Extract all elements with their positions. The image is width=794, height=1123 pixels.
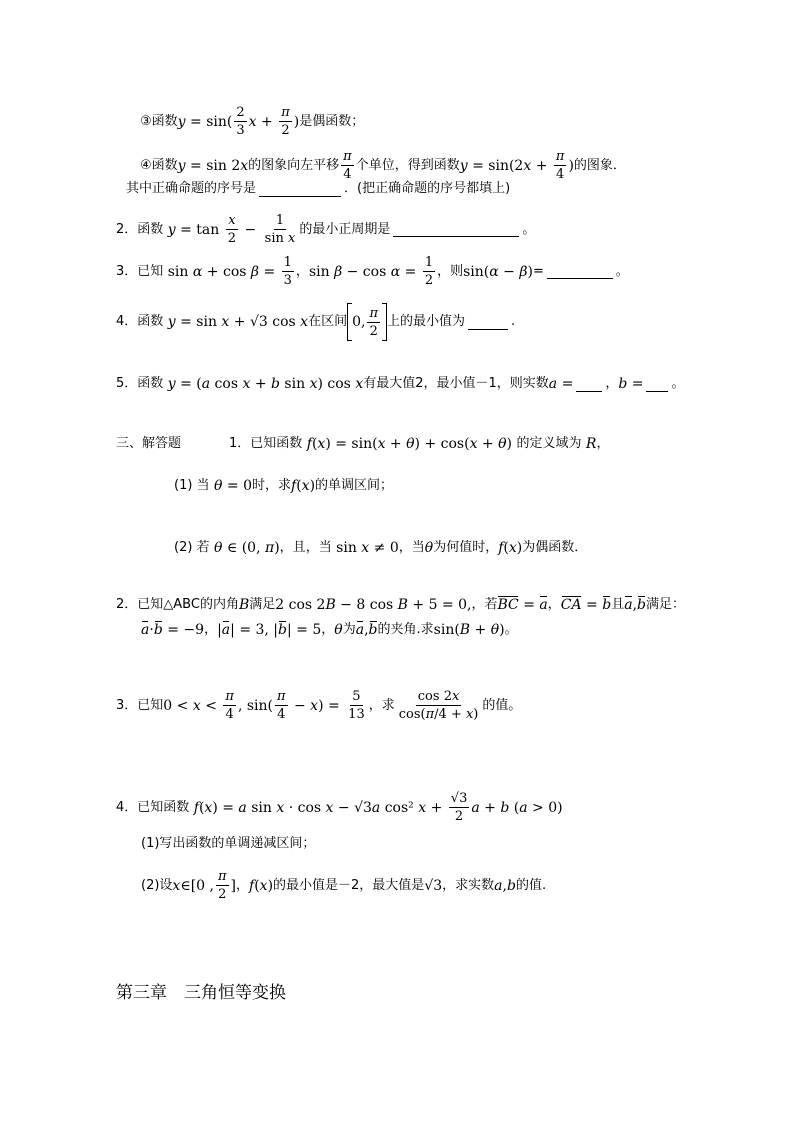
item-3: ③函数 y = sin( $\frac{2}{3}$ x + $\frac{\pi}{2}$ ) 是偶函数； [140,105,365,138]
q4-sub2: (2)设 x ∈[0 , $\frac{\pi}{2}$ ] ， f ( x ) 的最小值是－2，最大值是 √3 ，求实数 a , b 的值. [141,869,547,902]
answer-blank[interactable] [259,182,341,197]
q2-line2: a · b = −9 ， | a | = 3, | b | = 5 ， θ 为 a , b 的夹角.求 sin( B + θ ) 。 [141,622,518,638]
answer-blank-b[interactable] [646,377,668,392]
item-3-prefix: ③函数 [140,113,178,129]
item-4: ④函数 y = sin 2 x 的图象向左平移 $\frac{\pi}{4}$ 个单位，得到函数 y = sin(2 x + $\frac{\pi}{4}$ ) 的图象． [140,149,626,182]
instruction: 其中正确命题的序号是 ．(把正确命题的序号都填上) [126,181,511,196]
answer-blank[interactable] [468,315,508,330]
q2-line1: 2． 已知△ABC的内角 B 满足 2 cos 2 B − 8 cos B + 5 = 0 , ，若 BC = a ， CA = b 且 a , b 满足： [116,597,686,613]
section-3-header: 三、解答题 1． 已知函数 f ( x ) = sin( x + θ ) + cos( x + θ ) 的定义域为 R ， [116,436,610,452]
chapter-title: 第三章 三角恒等变换 [116,983,286,1003]
q3: 3． 已知 0 < x < $\frac{\pi}{4}$ , sin( $\frac{\pi}{4}$ − x ) = $\frac{5}{13}$ ，求 $\frac{\cos 2x}{\cos(\pi/4 + x)}$ 的值。 [116,689,522,722]
fill-question-4: 4． 函数 y = sin x + √3 cos x 在区间 0, $\frac{\pi}{2}$ 上的最小值为 . [116,303,515,341]
fill-question-2: 2． 函数 y = tan $\frac{x}{2}$ − $\frac{1}{\text{sin x}}$ 的最小正周期是 。 [116,213,536,246]
fill-question-5: 5． 函数 y = ( a cos x + b sin x ) cos x 有最大值2，最小值－1，则实数 a = ， b = 。 [116,376,685,392]
q4-sub1: (1)写出函数的单调递减区间； [141,836,316,851]
item-3-text: 是偶函数； [299,113,365,129]
answer-blank[interactable] [547,264,613,279]
q1-sub2: (2) 若 θ ∈ (0, π ) ，且 ，当 sin x ≠ 0 ，当 θ 为何值时， f ( x ) 为偶函数． [174,540,588,556]
answer-blank-a[interactable] [576,377,602,392]
q4: 4． 已知函数 f ( x ) = a sin x · cos x − √3 a cos² x + $\frac{√3}{2}$ a + b ( a > 0) [116,791,563,824]
fill-question-3: 3． 已知 sin α + cos β = $\frac{1}{3}$ ， sin β − cos α = $\frac{1}{2}$ ，则 sin( α − β ) = 。 [116,255,629,288]
interval-bracket: 0, $\frac{\pi}{2}$ [347,303,387,341]
q1-sub1: (1) 当 θ = 0 时，求 f ( x ) 的单调区间； [174,478,394,494]
section-title: 三、解答题 [116,436,182,451]
answer-blank[interactable] [393,222,519,237]
